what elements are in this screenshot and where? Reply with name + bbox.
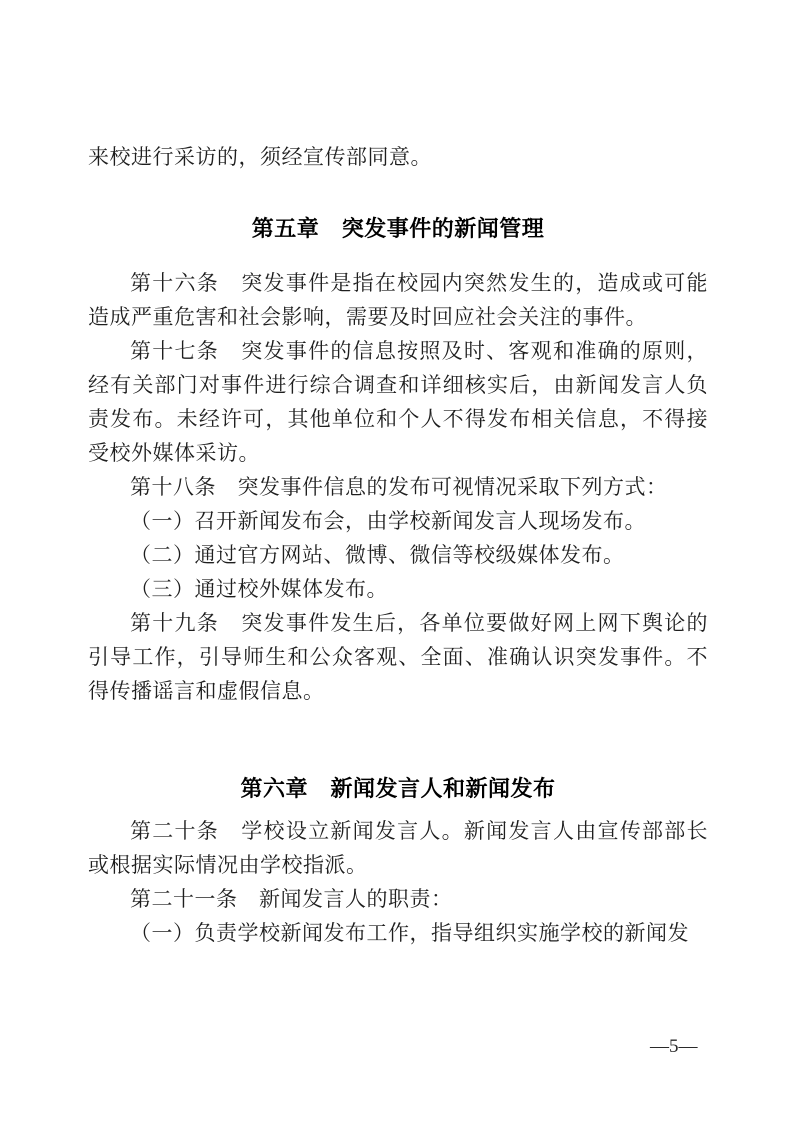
paragraph-article-18-item-1: （一）召开新闻发布会，由学校新闻发言人现场发布。 bbox=[130, 509, 646, 533]
paragraph-article-21: 第二十一条 新闻发言人的职责： bbox=[130, 887, 453, 911]
chapter5-heading: 第五章 突发事件的新闻管理 bbox=[251, 216, 545, 241]
paragraph-continuation: 来校进行采访的，须经宣传部同意。 bbox=[88, 145, 432, 169]
paragraph-article-17: 第十七条 突发事件的信息按照及时、客观和准确的原则，经有关部门对事件进行综合调查和详细核实后，由新闻发言人负责发布。未经许可，其他单位和个人不得发布相关信息，不得接受校外媒体采访。 bbox=[88, 339, 708, 465]
paragraph-article-21-item-1: （一）负责学校新闻发布工作，指导组织实施学校的新闻发 bbox=[130, 921, 689, 945]
page-number: —5— bbox=[650, 1036, 698, 1057]
paragraph-article-18-item-2: （二）通过官方网站、微博、微信等校级媒体发布。 bbox=[130, 543, 625, 567]
document-text-block bbox=[88, 140, 708, 950]
paragraph-article-16: 第十六条 突发事件是指在校园内突然发生的，造成或可能造成严重危害和社会影响，需要及时回应社会关注的事件。 bbox=[88, 271, 708, 329]
chapter6-heading: 第六章 新闻发言人和新闻发布 bbox=[240, 776, 556, 801]
paragraph-article-18: 第十八条 突发事件信息的发布可视情况采取下列方式： bbox=[130, 475, 668, 499]
paragraph-article-20: 第二十条 学校设立新闻发言人。新闻发言人由宣传部部长或根据实际情况由学校指派。 bbox=[88, 819, 708, 877]
paragraph-article-18-item-3: （三）通过校外媒体发布。 bbox=[130, 577, 388, 601]
paragraph-article-19: 第十九条 突发事件发生后，各单位要做好网上网下舆论的引导工作，引导师生和公众客观、全面、准确认识突发事件。不得传播谣言和虚假信息。 bbox=[88, 611, 708, 703]
